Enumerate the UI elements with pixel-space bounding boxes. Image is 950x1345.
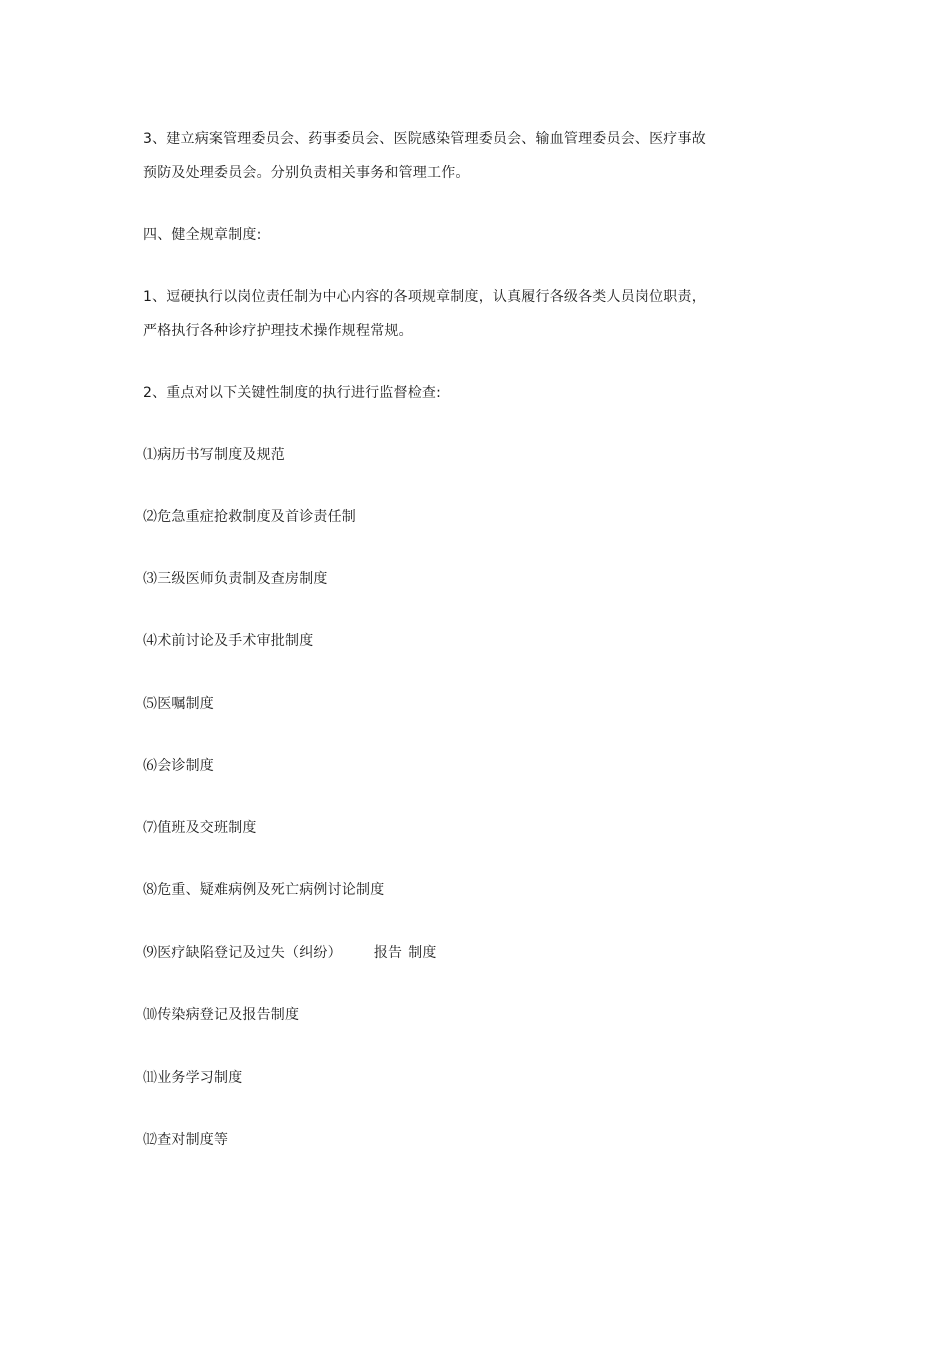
list-item: ⑴病历书写制度及规范 (143, 447, 285, 463)
list-item: ⑶三级医师负责制及查房制度 (143, 571, 328, 587)
list-item: ⑽传染病登记及报告制度 (143, 1007, 300, 1023)
list-item: ⑸医嘱制度 (143, 696, 214, 712)
list-item: ⑺值班及交班制度 (143, 820, 257, 836)
section-heading-rules: 四、健全规章制度: (143, 227, 262, 243)
list-item: ⑵危急重症抢救制度及首诊责任制 (143, 509, 356, 525)
list-item-defect-report-part1: ⑼医疗缺陷登记及过失（纠纷） (143, 945, 342, 961)
list-item: ⑻危重、疑难病例及死亡病例讨论制度 (143, 882, 385, 898)
paragraph-committees-line2: 预防及处理委员会。分别负责相关事务和管理工作。 (143, 165, 470, 181)
list-item-defect-report-part2: 报告 (373, 945, 403, 961)
paragraph-rules-line1: 1、逗硬执行以岗位责任制为中心内容的各项规章制度，认真履行各级各类人员岗位职责， (143, 289, 706, 305)
list-item: ⑾业务学习制度 (143, 1070, 243, 1086)
list-item: ⑹会诊制度 (143, 758, 214, 774)
paragraph-key-systems: 2、重点对以下关键性制度的执行进行监督检查: (143, 385, 442, 401)
list-item-defect-report (143, 944, 437, 962)
paragraph-committees-line1: 3、建立病案管理委员会、药事委员会、医院感染管理委员会、输血管理委员会、医疗事故 (143, 131, 706, 147)
list-item-defect-report-part3: 制度 (408, 945, 437, 961)
list-item: ⑿查对制度等 (143, 1132, 229, 1148)
list-item: ⑷术前讨论及手术审批制度 (143, 633, 314, 649)
paragraph-rules-line2: 严格执行各种诊疗护理技术操作规程常规。 (143, 323, 413, 339)
